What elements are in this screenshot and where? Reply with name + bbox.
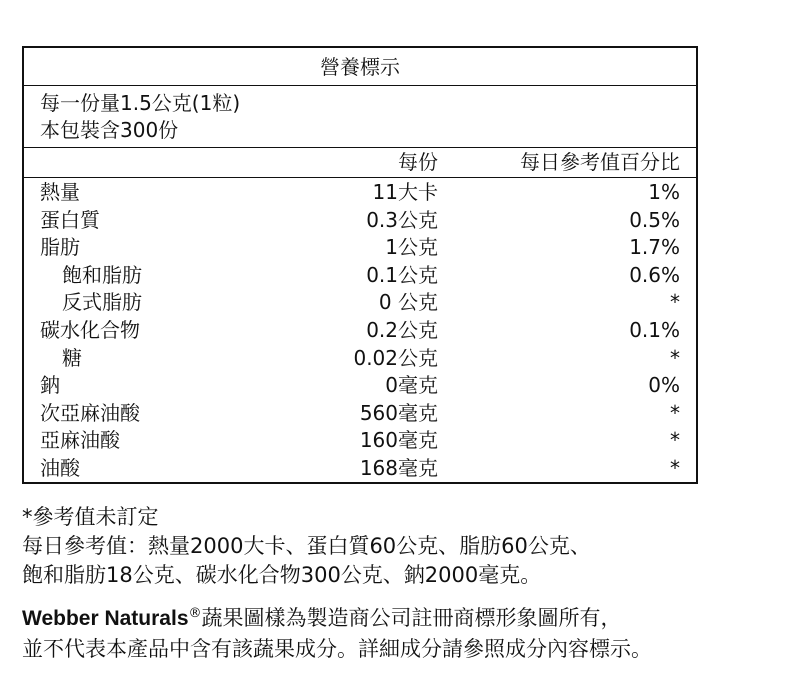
nutrient-amount: 0.3公克 bbox=[366, 207, 438, 232]
nutrient-name: 亞麻油酸 bbox=[40, 428, 120, 453]
column-daily-value: 每日參考值百分比 bbox=[520, 150, 680, 174]
nutrient-name: 鈉 bbox=[40, 373, 60, 398]
footnote-daily-values-2: 飽和脂肪18公克、碳水化合物300公克、鈉2000毫克。 bbox=[22, 563, 542, 587]
nutrient-amount: 168毫克 bbox=[359, 455, 438, 480]
nutrient-amount: 0.2公克 bbox=[366, 317, 438, 342]
nutrient-rows bbox=[24, 178, 696, 483]
nutrient-row bbox=[24, 289, 696, 317]
trademark-disclaimer bbox=[22, 603, 802, 664]
nutrient-row bbox=[24, 400, 696, 428]
label-title: 營養標示 bbox=[24, 48, 696, 86]
nutrient-amount: 160毫克 bbox=[359, 428, 438, 453]
nutrient-name: 碳水化合物 bbox=[40, 317, 140, 342]
footnote-undefined: *參考值未訂定 bbox=[22, 505, 159, 529]
nutrient-row bbox=[24, 262, 696, 290]
nutrition-label bbox=[22, 46, 698, 484]
nutrient-amount: 0.1公克 bbox=[366, 262, 438, 287]
nutrient-row bbox=[24, 179, 696, 207]
nutrient-name: 蛋白質 bbox=[40, 207, 100, 232]
nutrient-row bbox=[24, 207, 696, 235]
nutrient-daily-value: * bbox=[670, 428, 680, 453]
disclaimer-line-2: 並不代表本產品中含有該蔬果成分。詳細成分請參照成分內容標示。 bbox=[22, 637, 652, 661]
nutrient-row bbox=[24, 234, 696, 262]
footnote-daily-values-1: 每日參考值：熱量2000大卡、蛋白質60公克、脂肪60公克、 bbox=[22, 534, 591, 558]
nutrient-name: 飽和脂肪 bbox=[62, 262, 142, 287]
nutrient-amount: 0 公克 bbox=[378, 290, 438, 315]
servings-per-pack: 本包裝含300份 bbox=[40, 118, 179, 142]
registered-mark: ® bbox=[188, 606, 202, 621]
nutrient-amount: 1公克 bbox=[385, 235, 438, 260]
nutrient-daily-value: 0% bbox=[648, 373, 680, 398]
column-headers bbox=[24, 148, 696, 178]
nutrient-row bbox=[24, 427, 696, 455]
serving-size: 每一份量1.5公克(1粒) bbox=[40, 91, 241, 115]
nutrient-name: 糖 bbox=[62, 345, 82, 370]
nutrient-amount: 0.02公克 bbox=[353, 345, 438, 370]
nutrient-daily-value: 1% bbox=[648, 180, 680, 204]
nutrient-daily-value: * bbox=[670, 400, 680, 425]
serving-info bbox=[24, 86, 696, 148]
column-per-serving: 每份 bbox=[398, 150, 438, 174]
nutrient-row bbox=[24, 317, 696, 345]
nutrient-amount: 0毫克 bbox=[385, 373, 438, 398]
nutrient-daily-value: 0.1% bbox=[629, 317, 680, 342]
nutrient-name: 油酸 bbox=[40, 455, 80, 480]
nutrient-daily-value: * bbox=[670, 455, 680, 480]
nutrient-name: 次亞麻油酸 bbox=[40, 400, 140, 425]
nutrient-name: 反式脂肪 bbox=[62, 290, 142, 315]
footnotes bbox=[22, 503, 792, 590]
nutrient-daily-value: * bbox=[670, 345, 680, 370]
nutrient-daily-value: * bbox=[670, 290, 680, 315]
nutrient-row bbox=[24, 372, 696, 400]
nutrient-name: 脂肪 bbox=[40, 235, 80, 260]
nutrient-amount: 11大卡 bbox=[372, 180, 438, 204]
disclaimer-line-1 bbox=[22, 603, 802, 634]
brand-name: Webber Naturals bbox=[22, 607, 189, 630]
nutrient-name: 熱量 bbox=[40, 180, 80, 204]
nutrient-row bbox=[24, 345, 696, 373]
nutrient-amount: 560毫克 bbox=[359, 400, 438, 425]
nutrient-daily-value: 0.5% bbox=[629, 207, 680, 232]
disclaimer-text-1: 蔬果圖樣為製造商公司註冊商標形象圖所有， bbox=[201, 606, 622, 630]
nutrient-row bbox=[24, 455, 696, 483]
nutrient-daily-value: 1.7% bbox=[629, 235, 680, 260]
nutrient-daily-value: 0.6% bbox=[629, 262, 680, 287]
